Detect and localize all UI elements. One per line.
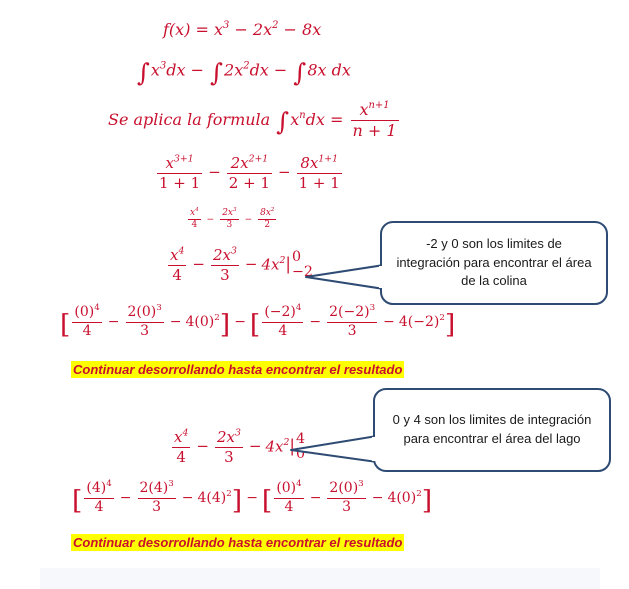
eq7-d-exp: 4 (295, 302, 302, 313)
eq6-exp2: 3 (230, 245, 237, 257)
eq7-e-num: 2(−2) (329, 304, 370, 320)
eq9-e-den: 3 (327, 498, 365, 517)
eq5-den1: 4 (188, 219, 201, 231)
eq4-exp2: 2+1 (248, 153, 269, 165)
eq4-frac3 (297, 154, 342, 193)
continue-note-colina: Continuar desorrollando hasta encontrar el resultado (73, 362, 403, 377)
eq9-frac-d (274, 480, 303, 516)
power-rule (108, 100, 401, 141)
eq6-frac1 (168, 246, 186, 285)
eq5-num3: 8x (260, 208, 271, 218)
integral-split (136, 58, 351, 87)
eq9-b-den: 3 (138, 498, 176, 517)
eq4-frac2 (227, 154, 272, 193)
eq7-b-den: 3 (126, 322, 164, 341)
rule-x: x (290, 110, 300, 129)
rule-num-exp: n+1 (368, 100, 390, 112)
eq7-e-den: 3 (327, 322, 377, 341)
eq8-term3: 4x (265, 437, 284, 456)
callout-lago (373, 388, 611, 472)
function-definition (163, 20, 321, 39)
eq7-a-exp: 4 (94, 302, 100, 313)
rule-text: Se aplica la formula (108, 110, 271, 129)
eq7-d-den: 4 (262, 322, 303, 341)
eq8-frac1 (172, 428, 190, 467)
eq9-a-num: (4) (86, 480, 107, 496)
eq9-e-num: 2(0) (329, 480, 359, 496)
callout-lago-line1: 0 y 4 son los limites de integración (392, 412, 592, 428)
eq5-frac3 (258, 208, 276, 232)
eq1-term2: − 2x (234, 20, 273, 39)
eq2-b: 2x (224, 60, 244, 80)
eq5-exp3: 2 (270, 207, 275, 214)
eq7-frac-b (126, 304, 164, 340)
bubble-tail-cover-lago (372, 437, 382, 461)
eq7-b-num: 2(0) (127, 304, 157, 320)
eq7-c: 4(0) (185, 314, 215, 330)
eq9-c: 4(4) (197, 490, 227, 506)
eq9-f: 4(0) (387, 490, 417, 506)
eq2-c: 8x dx (307, 60, 351, 80)
eq7-c-exp: 2 (214, 312, 220, 323)
integrated-terms: $\frac{x^{3+1}}{1 + 1}$ − $\frac{2x^{2+1}}{2 + 1}$ − $\frac{8x^{1+1}}{1 + 1}$ (159, 153, 340, 192)
eq4-exp3: 1+1 (318, 153, 338, 165)
eq9-a-den: 4 (84, 498, 113, 517)
eq9-frac-a (84, 480, 113, 516)
eq5-exp1: 4 (195, 207, 199, 214)
eq5-frac1 (188, 208, 201, 232)
eq2-b-dx: dx − (249, 60, 288, 80)
evaluation-colina: $\frac{x^4}{4}$ − $\frac{2x^3}{3}$ − $4x^2|$ 0 −2 (170, 245, 313, 284)
eq6-upper: 0 (291, 249, 302, 266)
eq7-a-num: (0) (74, 304, 95, 320)
integral-sign: ∫ (276, 107, 290, 137)
rule-fraction (351, 100, 399, 141)
callout-colina-line1: -2 y 0 son los limites de (426, 235, 562, 251)
eq6-num2: 2x (212, 246, 231, 264)
callout-colina-line2: integración para encontrar el área (396, 254, 592, 270)
eq6-exp3: 2 (279, 254, 286, 266)
eq7-d-num: (−2) (264, 304, 296, 320)
eq1-lhs: f(x) = x (163, 20, 224, 39)
eq7-b-exp: 3 (156, 302, 162, 313)
eq1-exp1: 3 (223, 20, 230, 32)
eq9-d-num: (0) (276, 480, 297, 496)
bubble-tail-lago (285, 430, 385, 470)
integral-sign: ∫ (210, 58, 224, 87)
eq9-b-exp: 3 (168, 478, 174, 489)
integral-sign: ∫ (293, 58, 307, 87)
eq8-lower: 0 (295, 446, 306, 463)
eq6-lower: −2 (291, 264, 313, 281)
eq8-den2: 3 (215, 447, 243, 467)
eq4-exp1: 3+1 (174, 153, 194, 165)
eq9-b-num: 2(4) (139, 480, 169, 496)
eq9-d-den: 4 (274, 498, 303, 517)
eq7-a-den: 4 (72, 322, 101, 341)
callout-lago-line2: para encontrar el área del lago (403, 431, 581, 446)
eq2-b-exp: 2 (243, 60, 250, 72)
eq8-den1: 4 (172, 447, 190, 467)
integral-sign: ∫ (137, 58, 150, 87)
eq7-e-exp: 3 (369, 302, 376, 313)
eq1-term3: − 8x (283, 20, 322, 39)
eq8-exp2: 3 (234, 427, 241, 439)
eq7-f: 4(−2) (398, 314, 440, 330)
eq2-a-dx: dx − (166, 60, 205, 80)
eq6-exp1: 4 (178, 245, 185, 257)
eq4-num1: x (165, 154, 175, 172)
eq7-frac-e (327, 304, 377, 340)
eq5-den3: 2 (258, 219, 276, 231)
eq6-den1: 4 (168, 265, 186, 285)
eq9-d-exp: 4 (296, 478, 302, 489)
simplified-terms: $\frac{x^4}{4}$ − $\frac{2x^3}{3}$ − $\frac{8x^2}{2}$ (190, 207, 275, 231)
eq1-exp2: 2 (272, 20, 279, 32)
eq6-frac2 (211, 246, 239, 285)
evaluation-lago: $\frac{x^4}{4}$ − $\frac{2x^3}{3}$ − $4x^2|$ 4 0 (174, 427, 306, 466)
eq4-den1: 1 + 1 (159, 173, 201, 192)
callout-colina-line3: de la colina (461, 273, 527, 289)
rule-n: n (299, 110, 306, 122)
eq4-den3: 1 + 1 (298, 173, 340, 192)
continue-note-lago: Continuar desorrollando hasta encontrar el resultado (73, 535, 403, 550)
eq9-c-exp: 2 (226, 488, 232, 499)
eq6-term3: 4x (261, 255, 280, 274)
eq5-num2: 2x (222, 208, 233, 218)
bubble-tail-cover-colina (379, 266, 389, 288)
eq8-exp3: 2 (283, 436, 290, 448)
footer-strip (40, 568, 600, 589)
eq8-num1: x (174, 428, 183, 446)
callout-colina (380, 221, 608, 305)
eq5-frac2 (220, 208, 238, 232)
eq9-f-exp: 2 (416, 488, 422, 499)
eq9-frac-b (138, 480, 176, 516)
eq7-f-exp: 2 (439, 312, 445, 323)
eq4-num2: 2x (230, 154, 249, 172)
rule-den: n + 1 (352, 121, 397, 140)
eq2-a-exp: 3 (159, 60, 167, 72)
substitution-colina: [ $\frac{(0)^4}{4}$ − $\frac{2(0)^3}{3}$ − $4(0)^2$] − [ $\frac{(-2)^4}{4}$ − $\frac{2(-2)^3}{3}$ − $4(-2)^2$] (60, 302, 456, 340)
eq5-den2: 3 (220, 219, 238, 231)
eq6-num1: x (170, 246, 179, 264)
eq8-num2: 2x (216, 428, 235, 446)
eq9-e-exp: 3 (358, 478, 364, 489)
eq8-upper: 4 (295, 431, 306, 448)
eq2-a: x (150, 60, 160, 80)
eq7-frac-d (262, 304, 303, 340)
eq5-num1: x (190, 208, 196, 218)
eq8-exp1: 4 (182, 427, 189, 439)
rule-num: x (359, 100, 369, 119)
eq7-frac-a (72, 304, 101, 340)
eq4-frac1 (157, 154, 202, 193)
eq5-exp2: 3 (233, 207, 237, 214)
eq4-den2: 2 + 1 (228, 173, 270, 192)
rule-dx: dx = (305, 110, 344, 129)
eq6-den2: 3 (211, 265, 239, 285)
eq4-num3: 8x (300, 154, 319, 172)
eq8-frac2 (215, 428, 243, 467)
eq9-a-exp: 4 (106, 478, 112, 489)
substitution-lago: [ $\frac{(4)^4}{4}$ − $\frac{2(4)^3}{3}$ − $4(4)^2$] − [ $\frac{(0)^4}{4}$ − $\frac{2(0)^3}{3}$ − $4(0)^2$] (72, 478, 433, 516)
eq9-frac-e (327, 480, 365, 516)
